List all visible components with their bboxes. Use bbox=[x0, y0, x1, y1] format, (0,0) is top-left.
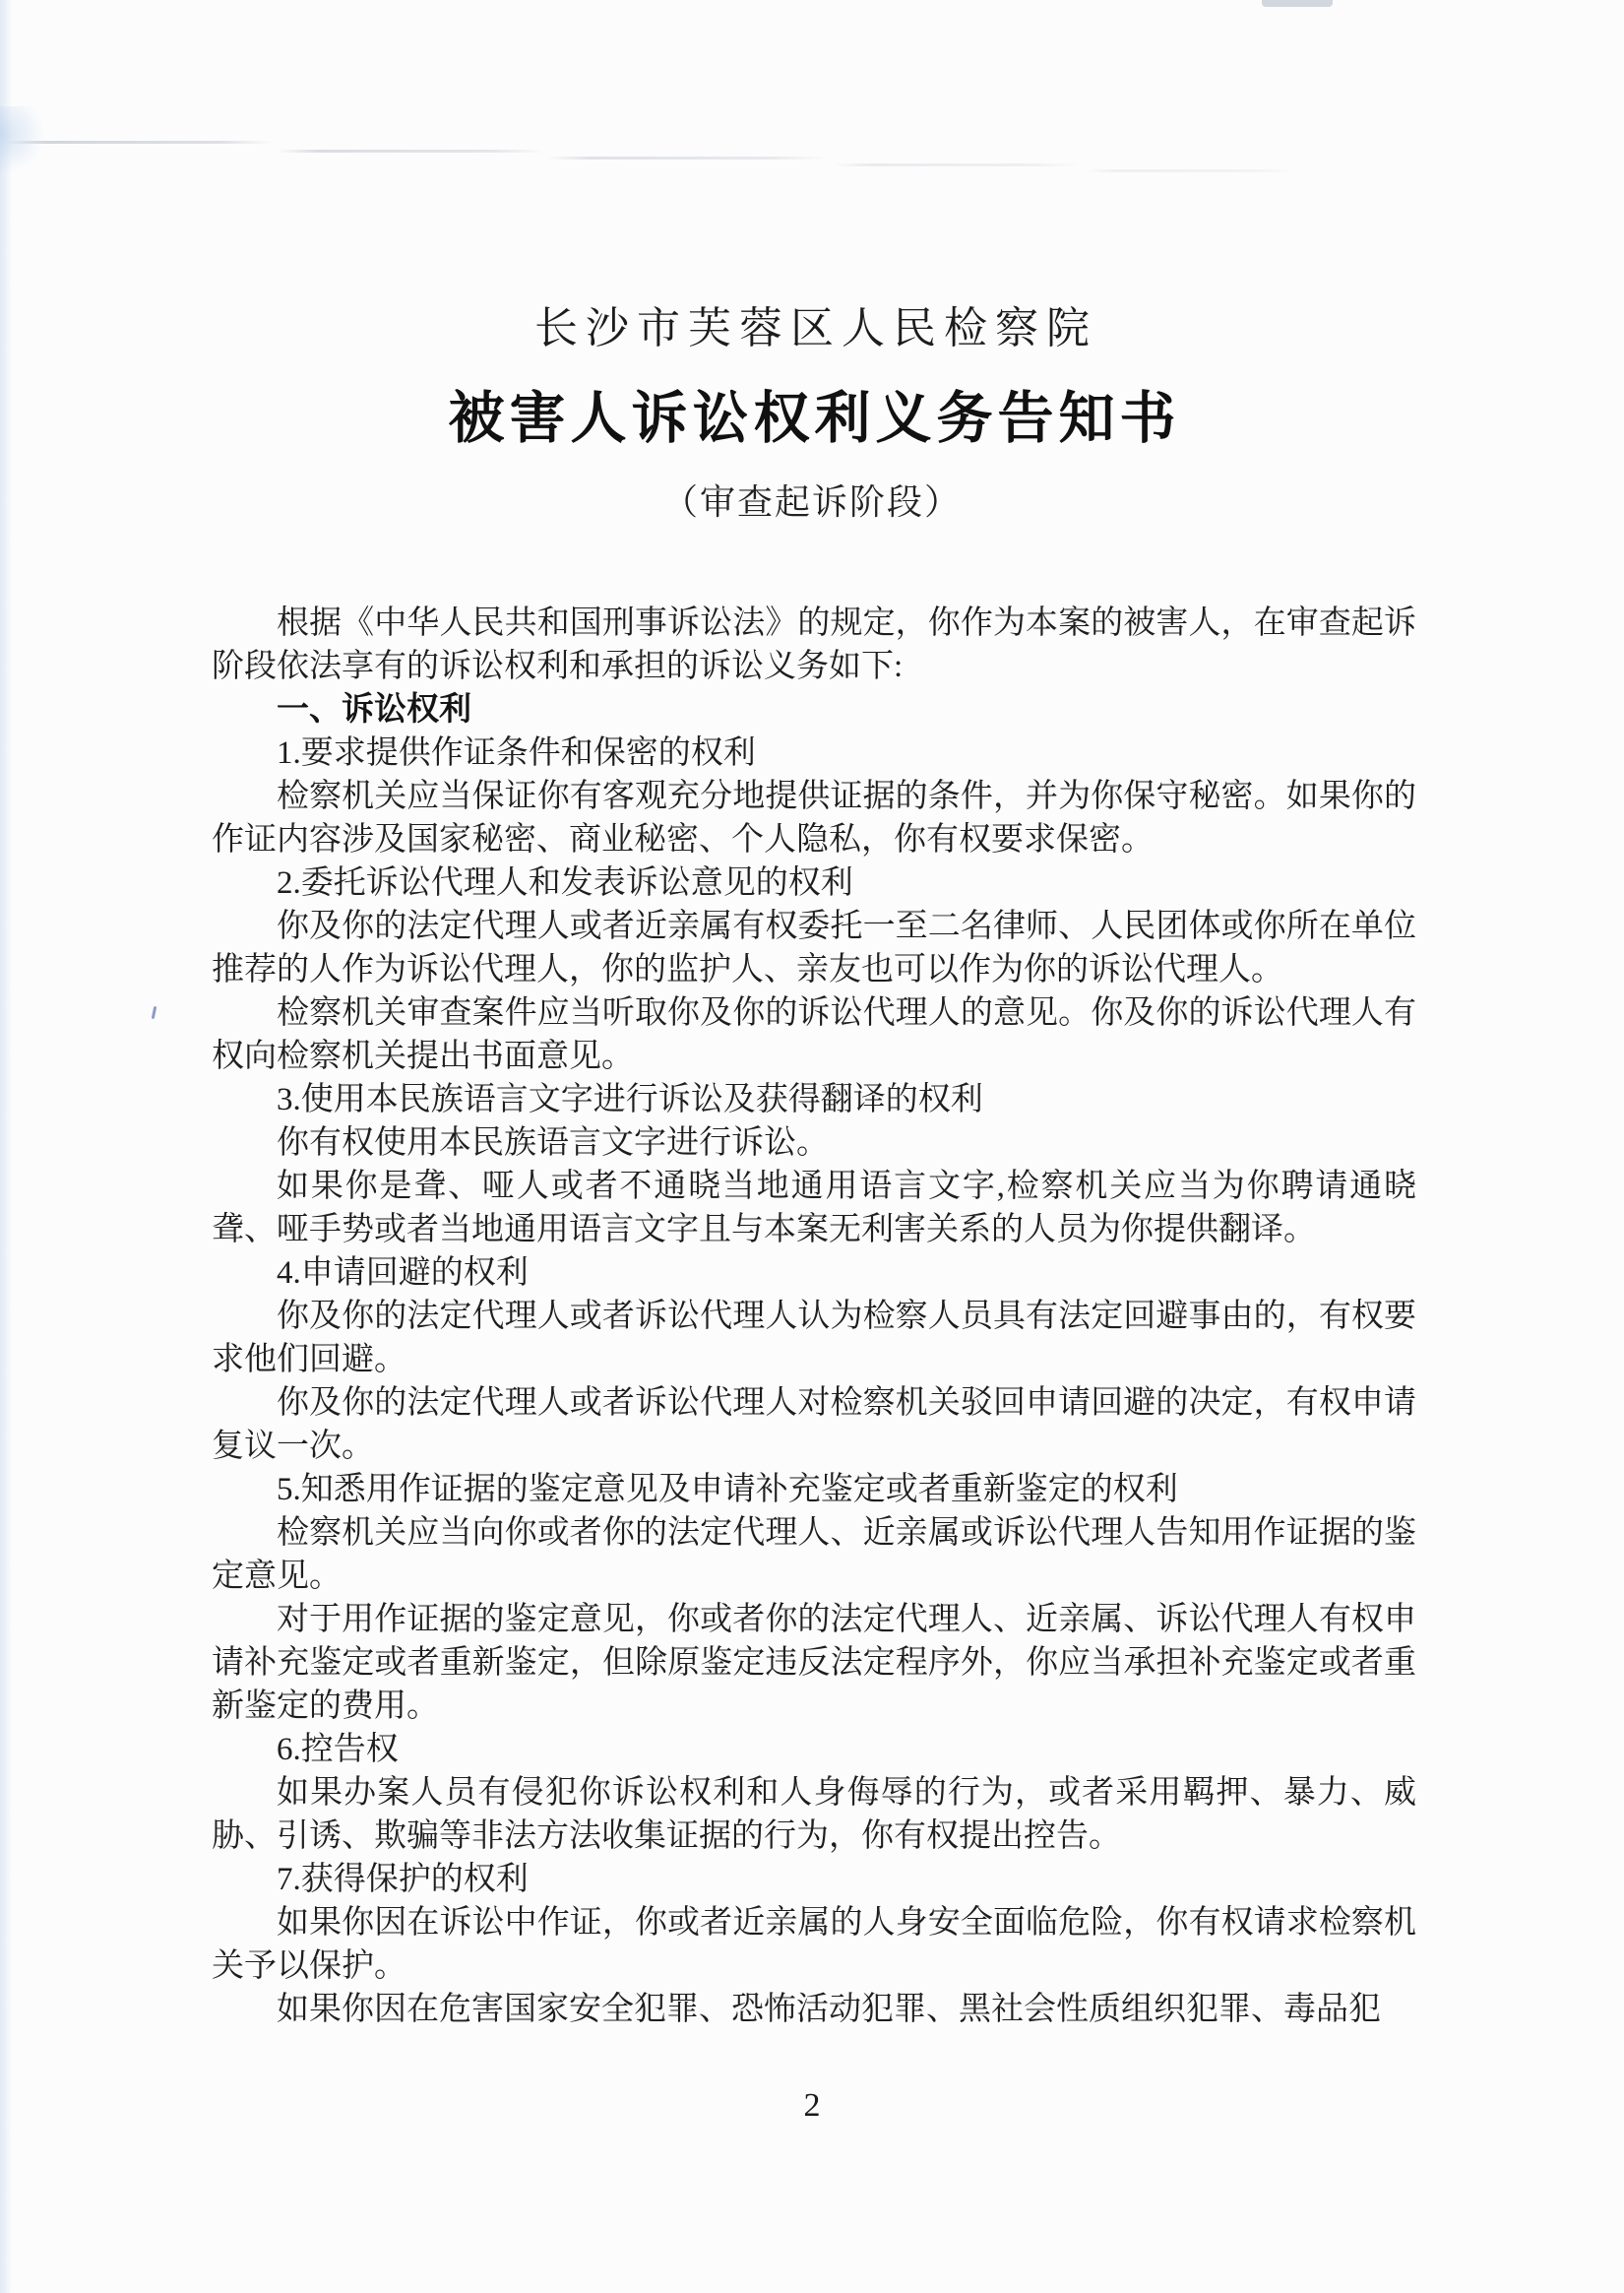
paragraph: 你及你的法定代理人或者诉讼代理人认为检察人员具有法定回避事由的，有权要求他们回避。 bbox=[212, 1299, 1416, 1377]
paragraph: 如果你因在危害国家安全犯罪、恐怖活动犯罪、黑社会性质组织犯罪、毒品犯 bbox=[277, 1992, 1381, 2027]
document-body bbox=[212, 602, 1416, 2031]
scan-artifact-blob bbox=[1262, 0, 1333, 7]
numbered-item-heading: 5.知悉用作证据的鉴定意见及申请补充鉴定或者重新鉴定的权利 bbox=[277, 1472, 1178, 1507]
paragraph: 如果你因在诉讼中作证，你或者近亲属的人身安全面临危险，你有权请求检察机关予以保护。 bbox=[212, 1905, 1416, 1984]
scan-artifact-line bbox=[833, 163, 1081, 166]
paragraph: 根据《中华人民共和国刑事诉讼法》的规定，你作为本案的被害人，在审查起诉阶段依法享有的诉讼权利和承担的诉讼义务如下: bbox=[212, 605, 1416, 684]
section-heading: 一、诉讼权利 bbox=[277, 692, 471, 728]
paragraph: 你及你的法定代理人或者诉讼代理人对检察机关驳回申请回避的决定，有权申请复议一次。 bbox=[212, 1385, 1416, 1464]
page-number: 2 bbox=[803, 2087, 821, 2124]
document-title: 被害人诉讼权利义务告知书 bbox=[448, 388, 1181, 450]
numbered-item-heading: 4.申请回避的权利 bbox=[277, 1255, 529, 1291]
numbered-item-heading: 3.使用本民族语言文字进行诉讼及获得翻译的权利 bbox=[277, 1082, 983, 1117]
document-subtitle: （审查起诉阶段） bbox=[661, 482, 962, 522]
scan-artifact-line bbox=[6, 141, 274, 144]
paragraph: 对于用作证据的鉴定意见，你或者你的法定代理人、近亲属、诉讼代理人有权申请补充鉴定或者重新鉴定，但除原鉴定违反法定程序外，你应当承担补充鉴定或者重新鉴定的费用。 bbox=[212, 1602, 1416, 1724]
scan-artifact-line bbox=[1085, 169, 1295, 172]
numbered-item-heading: 7.获得保护的权利 bbox=[277, 1862, 529, 1897]
paragraph: 检察机关应当保证你有客观充分地提供证据的条件，并为你保守秘密。如果你的作证内容涉及国家秘密、商业秘密、个人隐私，你有权要求保密。 bbox=[212, 779, 1416, 858]
numbered-item-heading: 1.要求提供作证条件和保密的权利 bbox=[277, 735, 756, 771]
org-name: 长沙市芙蓉区人民检察院 bbox=[534, 304, 1097, 352]
paragraph: 你及你的法定代理人或者近亲属有权委托一至二名律师、人民团体或你所在单位推荐的人作为诉讼代理人，你的监护人、亲友也可以作为你的诉讼代理人。 bbox=[212, 909, 1416, 987]
scan-artifact-line bbox=[547, 157, 827, 159]
paragraph: 你有权使用本民族语言文字进行诉讼。 bbox=[277, 1125, 829, 1161]
paragraph: 如果你是聋、哑人或者不通晓当地通用语言文字,检察机关应当为你聘请通晓聋、哑手势或者当地通用语言文字且与本案无利害关系的人员为你提供翻译。 bbox=[212, 1169, 1416, 1247]
numbered-item-heading: 6.控告权 bbox=[277, 1732, 399, 1767]
scan-artifact-line bbox=[278, 150, 545, 153]
paragraph: 检察机关应当向你或者你的法定代理人、近亲属或诉讼代理人告知用作证据的鉴定意见。 bbox=[212, 1515, 1416, 1594]
paragraph: 检察机关审查案件应当听取你及你的诉讼代理人的意见。你及你的诉讼代理人有权向检察机关提出书面意见。 bbox=[212, 995, 1416, 1074]
pen-mark bbox=[152, 1006, 157, 1019]
numbered-item-heading: 2.委托诉讼代理人和发表诉讼意见的权利 bbox=[277, 865, 853, 901]
paragraph: 如果办案人员有侵犯你诉讼权利和人身侮辱的行为，或者采用羁押、暴力、威胁、引诱、欺骗等非法方法收集证据的行为，你有权提出控告。 bbox=[212, 1775, 1416, 1854]
